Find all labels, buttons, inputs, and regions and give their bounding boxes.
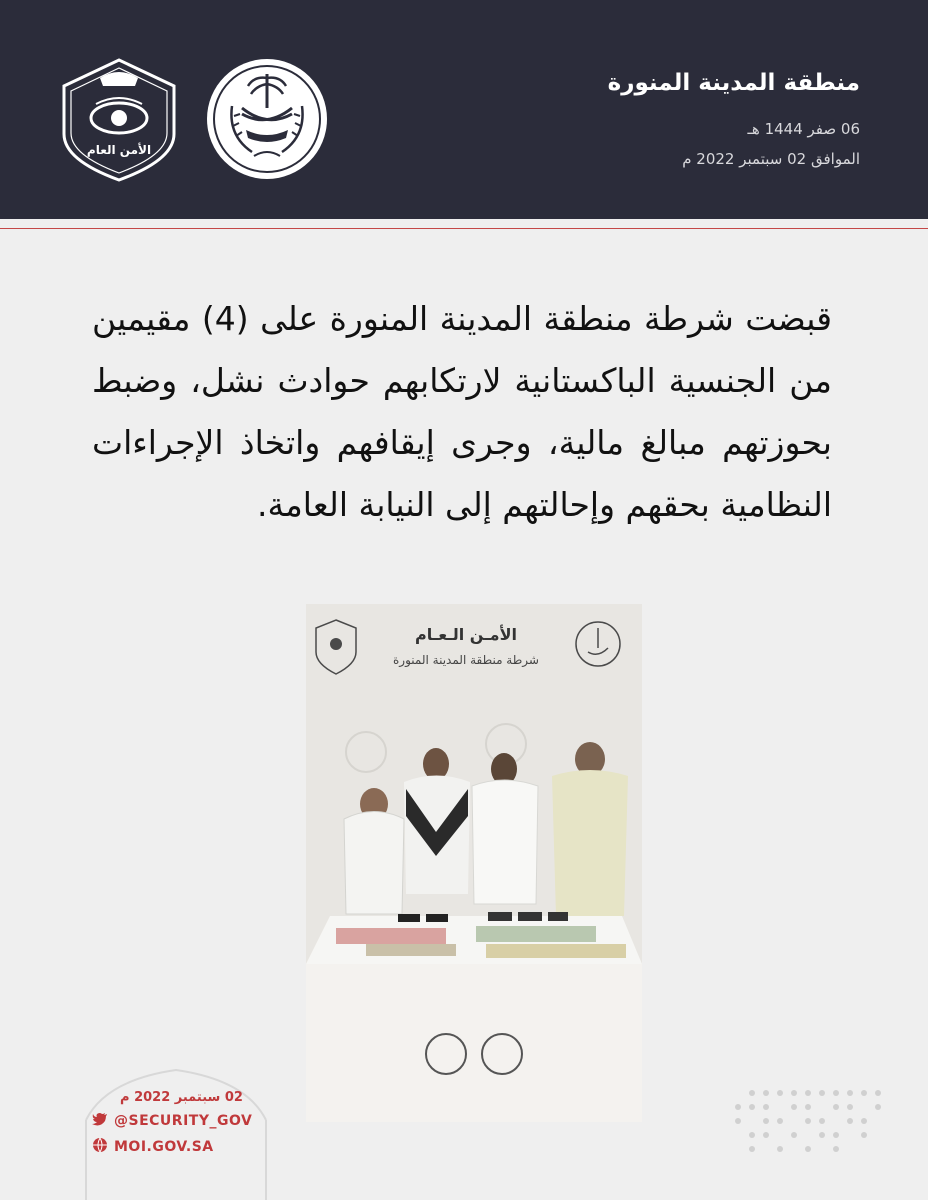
red-divider-line [0, 228, 928, 229]
public-security-shield-logo [56, 56, 182, 184]
region-title: منطقة المدينة المنورة [607, 70, 860, 96]
twitter-icon [92, 1112, 108, 1130]
arrest-photo [306, 604, 642, 1122]
website-link[interactable]: MOI.GOV.SA [114, 1139, 214, 1155]
gregorian-date: الموافق 02 سبتمبر 2022 م [682, 150, 860, 168]
news-statement: قبضت شرطة منطقة المدينة المنورة على (4) مقيمين من الجنسية الباكستانية لارتكابهم حوادث نشل، وضبط بحوزتهم مبالغ مالية، وجرى إيقافهم واتخاذ الإجراءات النظامية بحقهم وإحالتهم إلى النيابة العامة. [92, 299, 832, 524]
footer-shield-outline [66, 1060, 296, 1200]
website-row[interactable] [92, 1137, 214, 1157]
svg-text:الأمن العام: الأمن العام [86, 143, 152, 157]
globe-icon [92, 1137, 108, 1157]
banner-subtitle: شرطة منطقة المدينة المنورة [393, 653, 539, 667]
header-banner [0, 0, 928, 219]
banner-title: الأمـن الـعـام [415, 625, 517, 644]
saudi-emblem-logo [204, 56, 330, 182]
decorative-dot-pattern [732, 1088, 882, 1158]
twitter-handle[interactable]: @SECURITY_GOV [114, 1113, 253, 1129]
evidence-table-front [306, 964, 642, 1122]
footer-date: 02 سبتمبر 2022 م [120, 1090, 243, 1105]
twitter-handle-row[interactable] [92, 1112, 252, 1130]
hijri-date: 06 صفر 1444 هـ [747, 120, 860, 138]
